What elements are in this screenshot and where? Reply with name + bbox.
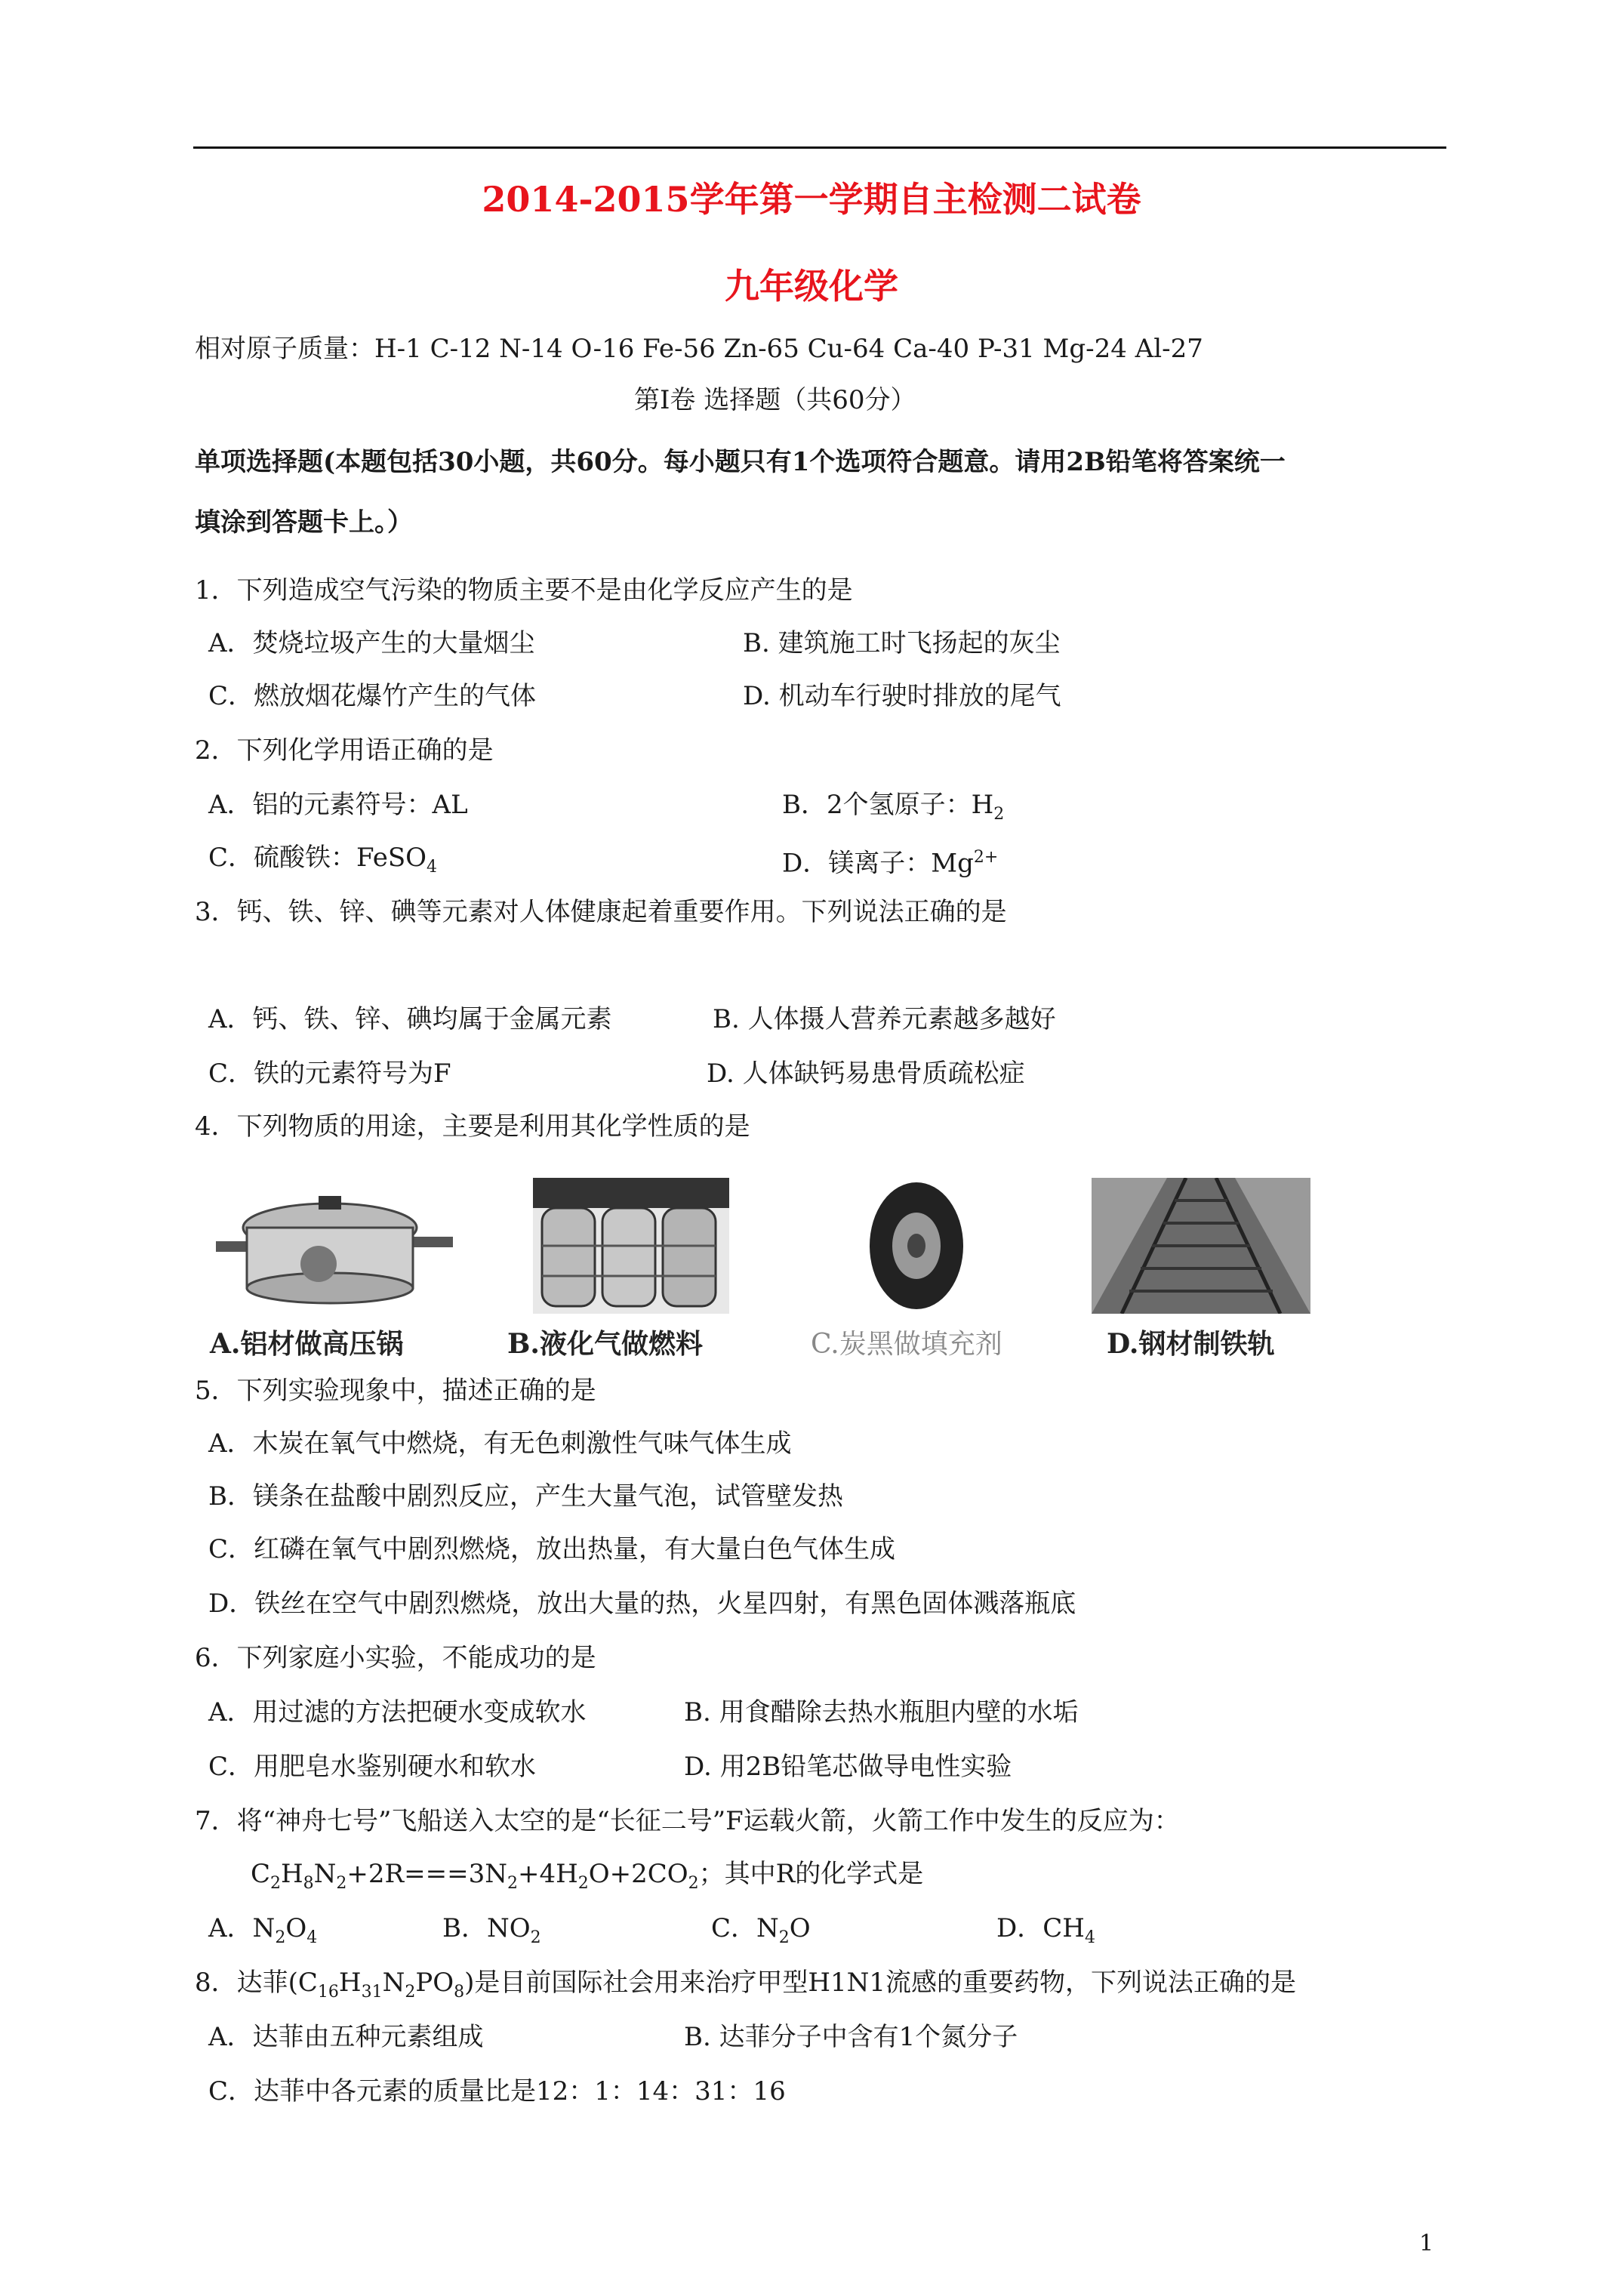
railway-image — [1092, 1178, 1310, 1314]
q5-option-b: B．镁条在盐酸中剧烈反应，产生大量气泡，试管壁发热 — [208, 1481, 843, 1512]
instructions-line-2: 填涂到答题卡上。） — [195, 507, 413, 538]
q5-option-a: A．木炭在氧气中燃烧，有无色刺激性气味气体生成 — [208, 1428, 792, 1459]
q5-option-c: C．红磷在氧气中剧烈燃烧，放出热量，有大量白色气体生成 — [208, 1534, 896, 1564]
q7-option-b: B．$NO_2$ — [442, 1913, 541, 1947]
q7-option-d: D．$CH_4$ — [996, 1913, 1095, 1947]
q7-formula: $C_2H_8N_2+2R===3N_2+4H_2O+2CO_2$；其中R的化学式是 — [251, 1859, 924, 1893]
q3-option-b: B. 人体摄人营养元素越多越好 — [713, 1004, 1056, 1034]
q6-option-b: B. 用食醋除去热水瓶胆内壁的水垢 — [684, 1697, 1079, 1727]
question-7-stem: 7．将“神舟七号”飞船送入太空的是“长征二号”F运载火箭，火箭工作中发生的反应为： — [195, 1806, 1180, 1836]
gas-cylinders-image — [533, 1178, 729, 1314]
q7-option-c: C．$N_2O$ — [711, 1913, 811, 1947]
q1-option-a: A．焚烧垃圾产生的大量烟尘 — [208, 628, 535, 658]
q6-option-a: A．用过滤的方法把硬水变成软水 — [208, 1697, 587, 1727]
question-1-stem: 1．下列造成空气污染的物质主要不是由化学反应产生的是 — [195, 575, 853, 606]
image-caption-a: A.铝材做高压锅 — [210, 1328, 404, 1360]
instructions-line-1: 单项选择题(本题包括30小题，共60分。每小题只有1个选项符合题意。请用2B铅笔将答案统一 — [195, 447, 1286, 477]
q6-option-c: C．用肥皂水鉴别硬水和软水 — [208, 1752, 537, 1782]
exam-subtitle: 九年级化学 — [725, 266, 898, 307]
q3-option-d: D. 人体缺钙易患骨质疏松症 — [707, 1059, 1025, 1089]
image-caption-b: B.液化气做燃料 — [507, 1328, 703, 1360]
question-4-stem: 4．下列物质的用途，主要是利用其化学性质的是 — [195, 1111, 750, 1142]
question-2-stem: 2．下列化学用语正确的是 — [195, 735, 494, 766]
q3-option-a: A．钙、铁、锌、碘均属于金属元素 — [208, 1004, 612, 1034]
exam-title: 2014-2015学年第一学期自主检测二试卷 — [482, 179, 1141, 220]
q6-option-d: D. 用2B铅笔芯做导电性实验 — [684, 1752, 1012, 1782]
q1-option-c: C．燃放烟花爆竹产生的气体 — [208, 681, 537, 711]
tire-image — [864, 1178, 969, 1314]
q7-option-a: A．$N_2O_4$ — [208, 1913, 318, 1947]
page-number: 1 — [1419, 2230, 1434, 2257]
image-caption-d: D.钢材制铁轨 — [1107, 1328, 1275, 1360]
q8-option-c: C．达菲中各元素的质量比是12：1：14：31：16 — [208, 2076, 786, 2106]
q5-option-d: D．铁丝在空气中剧烈燃烧，放出大量的热，火星四射，有黑色固体溅落瓶底 — [208, 1589, 1076, 1619]
atomic-masses: 相对原子质量：H-1 C-12 N-14 O-16 Fe-56 Zn-65 Cu-64 Ca-40 P-31 Mg-24 Al-27 — [195, 334, 1203, 364]
image-caption-c: C.炭黑做填充剂 — [811, 1329, 1002, 1360]
q8-option-a: A．达菲由五种元素组成 — [208, 2022, 484, 2052]
section-title: 第Ⅰ卷 选择题（共60分） — [634, 385, 916, 415]
q1-option-d: D. 机动车行驶时排放的尾气 — [743, 681, 1061, 711]
question-8-stem: 8．达菲$(C_{16}H_{31}N_2PO_8)$是目前国际社会用来治疗甲型H1N1流感的重要药物，下列说法正确的是 — [195, 1968, 1297, 2002]
q2-option-a: A．铝的元素符号：AL — [208, 790, 468, 820]
q1-option-b: B. 建筑施工时飞扬起的灰尘 — [743, 628, 1061, 658]
q8-option-b: B. 达菲分子中含有1个氮分子 — [684, 2022, 1018, 2052]
q2-option-d: D．镁离子：$Mg^{2+}$ — [782, 848, 999, 879]
q2-option-c: C．硫酸铁：FeSO$_4$ — [208, 843, 438, 877]
top-rule — [193, 146, 1446, 149]
q2-option-b: B．2个氢原子：$H_2$ — [782, 790, 1005, 824]
pressure-cooker-image — [205, 1175, 454, 1311]
question-6-stem: 6．下列家庭小实验，不能成功的是 — [195, 1643, 596, 1673]
q3-option-c: C．铁的元素符号为F — [208, 1059, 451, 1089]
question-5-stem: 5．下列实验现象中，描述正确的是 — [195, 1376, 596, 1406]
question-3-stem: 3．钙、铁、锌、碘等元素对人体健康起着重要作用。下列说法正确的是 — [195, 897, 1007, 927]
